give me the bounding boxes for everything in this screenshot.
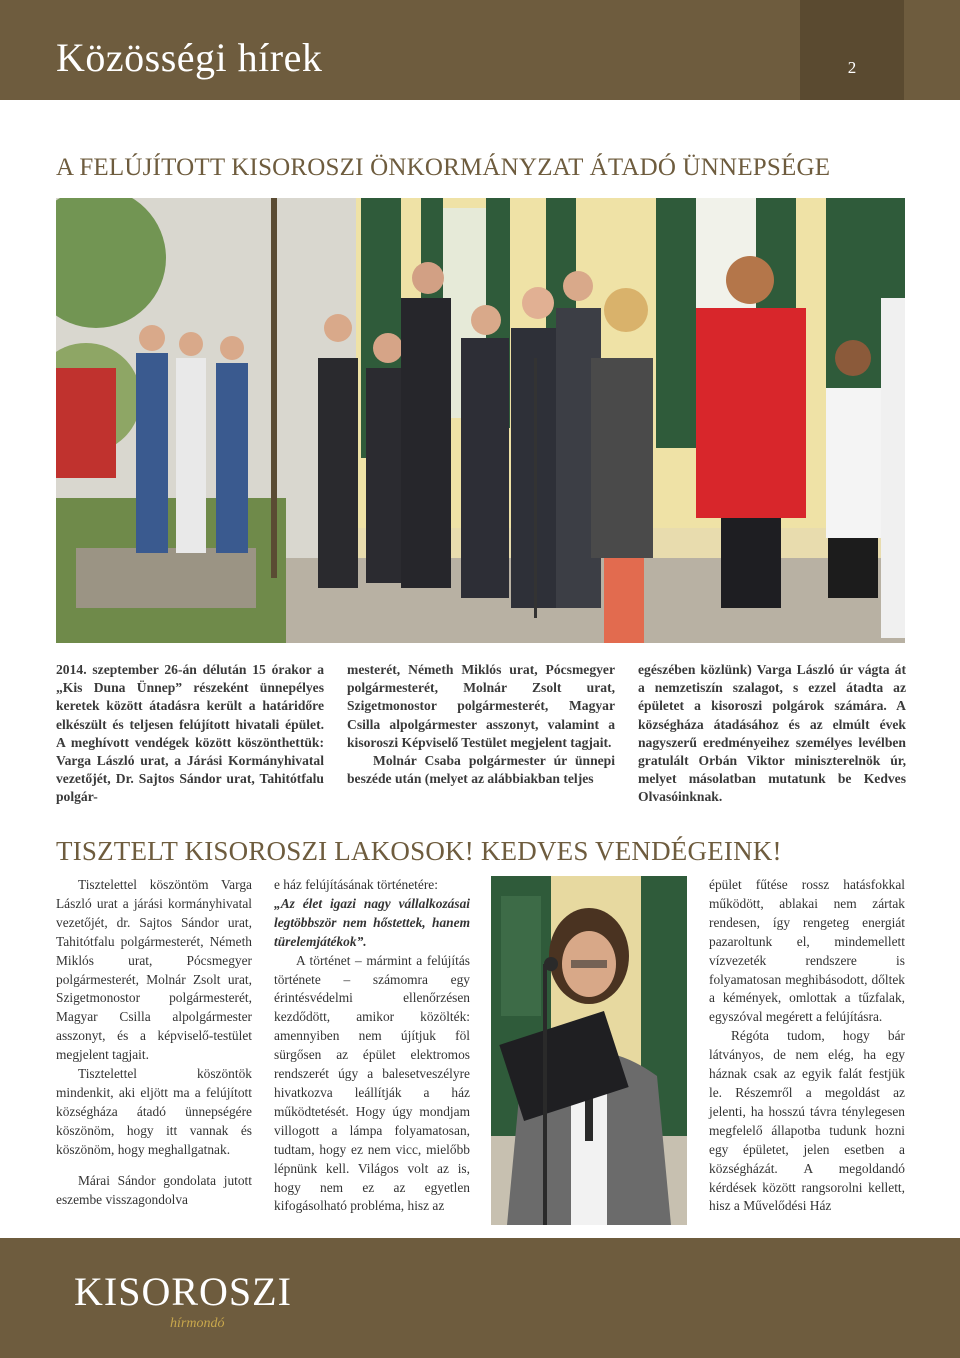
speech-column-2 [274, 876, 470, 1216]
speech-heading: TISZTELT KISOROSZI LAKOSOK! KEDVES VENDÉGEINK! [56, 836, 782, 866]
intro-paragraph: 2014. szeptember 26-án délután 15 órakor a „Kis Duna Ünnep” részeként ünnepélyes keretek között átadásra került a határidőre elkészült és teljesen felújított hivatali épület. A meghívott vendégek között köszönthettük: Varga László urat, a Járási Kormányhivatal vezetőjét, Dr. Sajtos Sándor urat, Tahitótfalu polgár- [56, 662, 324, 805]
speech-paragraph: Márai Sándor gondolata jutott eszembe visszagondolva [56, 1172, 252, 1207]
intro-paragraph: mesterét, Németh Miklós urat, Pócsmegyer polgármesterét, Molnár Zsolt urat, Szigetmonostor polgármesterét, Magyar Csilla alpolgármester asszonyt, valamint a kisoroszi Képviselő Testület megjelent tagjait. [347, 662, 615, 750]
intro-column-1 [56, 661, 324, 807]
speech-column-3 [709, 876, 905, 1216]
intro-column-3 [638, 661, 906, 807]
speech-column-1 [56, 876, 252, 1209]
speech-paragraph: épület fűtése rossz hatásfokkal működött, ablakai nem zártak rendesen, így rengeteg energiát pazaroltunk el, mindemellett vízvezeték rendszere is folyamatosan meghibásodott, dőltek a kémények, omlottak a tűzfalak, egyszóval megérett a felújításra. [709, 877, 905, 1025]
speech-paragraph: A történet – mármint a felújítás története – számomra egy érintésvédelmi ellenőrzésen kezdődött, amikor közölték: amennyiben nem újítjuk föl sürgősen az épület elektromos rendszerét úgy a balesetveszélyre hivatkozva leállítják a ház működtetését. Hogy úgy mondjam villogott a lámpa folyamatosan, tudtam, hogy ez nem vicc, mielőbb lépnünk kell. Világos volt az is, hogy nem ez az egyetlen kifogásolható probléma, hisz az [274, 952, 470, 1214]
speaker-photo [491, 876, 687, 1225]
intro-paragraph: egészében közlünk) Varga László úr vágta át a nemzetiszín szalagot, s ezzel átadta az épületet a kisoroszi polgárok számára. A községháza átadásához és az elmúlt évek nagyszerű eredményeihez személyes levélben gratulált Orbán Viktor miniszterelnök úr, melyet másolatban mutatunk be Kedves Olvasóinknak. [638, 662, 906, 805]
article-title: A FELÚJÍTOTT KISOROSZI ÖNKORMÁNYZAT ÁTADÓ ÜNNEPSÉGE [56, 154, 831, 181]
ceremony-photo [56, 198, 905, 643]
page-number-tab [800, 0, 904, 100]
logo-subtitle: hírmondó [170, 1316, 225, 1331]
kisoroszi-hirmondo-logo [74, 1268, 292, 1338]
intro-paragraph: Molnár Csaba polgármester úr ünnepi beszéde után (melyet az alábbiakban teljes [347, 753, 615, 787]
speech-quote: „Az élet igazi nagy vállalkozásai legtöbbször nem hőstettek, hanem türelemjátékok”. [274, 895, 470, 949]
page-number: 2 [847, 58, 857, 77]
speech-paragraph: Tisztelettel köszöntöm Varga László urat a járási kormányhivatal vezetőjét, dr. Sajtos Sándor urat, Tahitótfalu polgármesterét, Németh Miklós urat, Pócsmegyer polgármesterét, Molnár Zsolt urat, Szigetmonostor polgármesterét, Magyar Csilla alpolgármester asszonyt, és a képviselő-testület megjelent tagjait. [56, 877, 252, 1063]
speech-paragraph: e ház felújításának történetére: [274, 877, 438, 892]
intro-column-2 [347, 661, 615, 788]
page-header [0, 0, 960, 100]
logo-title: KISOROSZI [74, 1269, 292, 1314]
section-title: Közösségi hírek [56, 35, 323, 80]
speech-paragraph: Régóta tudom, hogy bár látványos, de nem elég, ha egy háznak csak az egyik falát festjük le. Részemről a megoldást az jelenti, ha hosszú távra ténylegesen megfelelő állapotba tudunk hozni egy épületet, jelen esetben a községházát. A megoldandó kérdések között rangsorolni kellett, hisz a Művelődési Ház [709, 1028, 905, 1214]
speech-paragraph: Tisztelettel köszöntök mindenkit, aki eljött ma a felújított községháza átadó ünnepségére köszönöm, hogy itt vannak és köszönöm, hogy meghallgatnak. [56, 1066, 252, 1157]
